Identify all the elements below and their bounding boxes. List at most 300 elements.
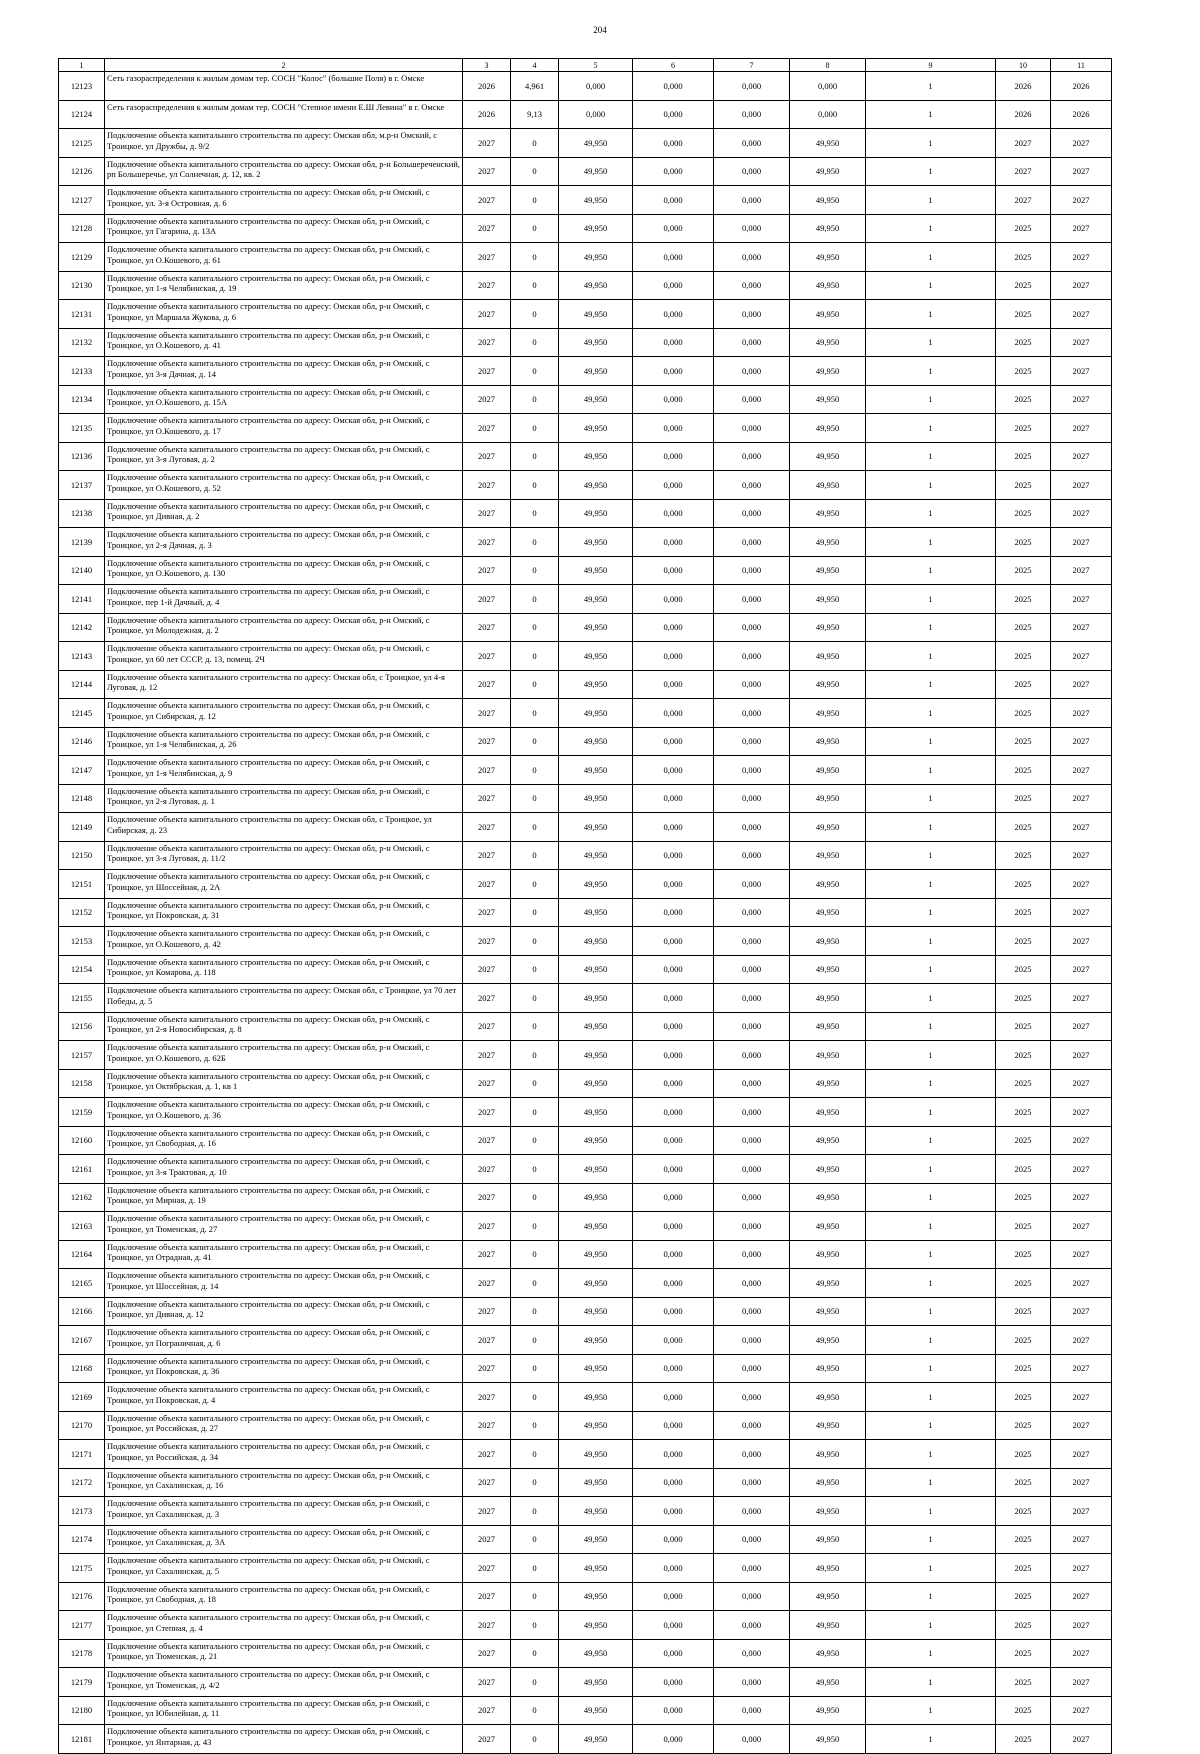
cost-total-cell: 49,950 [559,1383,633,1412]
capacity-cell: 0 [511,813,559,842]
object-description-cell: Подключение объекта капитального строительства по адресу: Омская обл, р-н Омский, с Троицкое, ул 3-я Луговая, д. 2 [105,442,463,471]
count-cell: 1 [866,699,996,728]
start-year-cell: 2025 [996,841,1051,870]
start-year-cell: 2025 [996,1297,1051,1326]
row-number-cell: 12155 [59,984,105,1013]
row-number-cell: 12147 [59,756,105,785]
count-cell: 1 [866,1183,996,1212]
column-header: 1 [59,59,105,72]
object-description-cell: Подключение объекта капитального строительства по адресу: Омская обл, р-н Омский, с Троицкое, ул Молодежная, д. 2 [105,613,463,642]
count-cell: 1 [866,186,996,215]
end-year-cell: 2027 [1051,357,1112,386]
column-header: 3 [463,59,511,72]
row-number-cell: 12138 [59,499,105,528]
cost-col8-cell: 49,950 [790,442,866,471]
year-cell: 2026 [463,100,511,129]
cost-col8-cell: 49,950 [790,1696,866,1725]
start-year-cell: 2025 [996,1098,1051,1127]
count-cell: 1 [866,414,996,443]
year-cell: 2027 [463,727,511,756]
cost-col6-cell: 0,000 [633,1582,714,1611]
end-year-cell: 2027 [1051,727,1112,756]
cost-col6-cell: 0,000 [633,1383,714,1412]
cost-col6-cell: 0,000 [633,1212,714,1241]
investment-program-table [58,58,1112,1754]
table-body [59,72,1112,1754]
start-year-cell: 2027 [996,129,1051,158]
cost-total-cell: 49,950 [559,471,633,500]
cost-col8-cell: 49,950 [790,357,866,386]
start-year-cell: 2025 [996,357,1051,386]
row-number-cell: 12124 [59,100,105,129]
count-cell: 1 [866,328,996,357]
row-number-cell: 12128 [59,214,105,243]
end-year-cell: 2027 [1051,471,1112,500]
count-cell: 1 [866,556,996,585]
cost-col7-cell: 0,000 [714,1012,790,1041]
cost-col6-cell: 0,000 [633,1725,714,1754]
year-cell: 2027 [463,214,511,243]
year-cell: 2027 [463,1269,511,1298]
capacity-cell: 0 [511,186,559,215]
cost-col8-cell: 49,950 [790,1041,866,1070]
year-cell: 2027 [463,1668,511,1697]
cost-col8-cell: 49,950 [790,1326,866,1355]
cost-col6-cell: 0,000 [633,556,714,585]
end-year-cell: 2027 [1051,585,1112,614]
row-number-cell: 12150 [59,841,105,870]
start-year-cell: 2025 [996,1468,1051,1497]
object-description-cell: Подключение объекта капитального строительства по адресу: Омская обл, р-н Омский, с Троицкое, ул Сибирская, д. 12 [105,699,463,728]
capacity-cell: 0 [511,585,559,614]
table-row [59,670,1112,699]
cost-total-cell: 49,950 [559,556,633,585]
count-cell: 1 [866,670,996,699]
year-cell: 2027 [463,556,511,585]
table-row [59,813,1112,842]
count-cell: 1 [866,100,996,129]
cost-col7-cell: 0,000 [714,186,790,215]
cost-col6-cell: 0,000 [633,1041,714,1070]
year-cell: 2027 [463,1212,511,1241]
end-year-cell: 2027 [1051,157,1112,186]
count-cell: 1 [866,1411,996,1440]
row-number-cell: 12151 [59,870,105,899]
end-year-cell: 2027 [1051,328,1112,357]
object-description-cell: Подключение объекта капитального строительства по адресу: Омская обл, р-н Омский, с Троицкое, ул О.Кошевого, д. 52 [105,471,463,500]
cost-col6-cell: 0,000 [633,813,714,842]
start-year-cell: 2025 [996,271,1051,300]
start-year-cell: 2025 [996,1725,1051,1754]
cost-total-cell: 49,950 [559,642,633,671]
year-cell: 2027 [463,898,511,927]
cost-total-cell: 49,950 [559,927,633,956]
object-description-cell: Сеть газораспределения к жилым домам тер. СОСН "Колос" (большие Поля) в г. Омске [105,72,463,101]
capacity-cell: 0 [511,271,559,300]
cost-col8-cell: 49,950 [790,898,866,927]
cost-col7-cell: 0,000 [714,442,790,471]
object-description-cell: Сеть газораспределения к жилым домам тер. СОСН "Степное имени Е.Ш Левина" в г. Омске [105,100,463,129]
table-row [59,927,1112,956]
cost-col7-cell: 0,000 [714,585,790,614]
row-number-cell: 12162 [59,1183,105,1212]
cost-col6-cell: 0,000 [633,1098,714,1127]
cost-col6-cell: 0,000 [633,1525,714,1554]
start-year-cell: 2025 [996,955,1051,984]
table-row [59,1212,1112,1241]
cost-total-cell: 49,950 [559,1012,633,1041]
table-row [59,1297,1112,1326]
table-row [59,784,1112,813]
start-year-cell: 2025 [996,642,1051,671]
start-year-cell: 2025 [996,1069,1051,1098]
end-year-cell: 2027 [1051,927,1112,956]
row-number-cell: 12164 [59,1240,105,1269]
capacity-cell: 0 [511,499,559,528]
start-year-cell: 2025 [996,898,1051,927]
cost-col8-cell: 49,950 [790,556,866,585]
column-header: 9 [866,59,996,72]
count-cell: 1 [866,1639,996,1668]
table-row [59,898,1112,927]
object-description-cell: Подключение объекта капитального строительства по адресу: Омская обл, р-н Омский, с Троицкое, ул Российская, д. 34 [105,1440,463,1469]
cost-col8-cell: 49,950 [790,1212,866,1241]
table-row [59,727,1112,756]
start-year-cell: 2025 [996,556,1051,585]
object-description-cell: Подключение объекта капитального строительства по адресу: Омская обл, р-н Омский, с Троицкое, ул О.Кошевого, д. 36 [105,1098,463,1127]
row-number-cell: 12132 [59,328,105,357]
cost-col8-cell: 49,950 [790,1126,866,1155]
end-year-cell: 2027 [1051,1411,1112,1440]
end-year-cell: 2027 [1051,1525,1112,1554]
row-number-cell: 12178 [59,1639,105,1668]
cost-col8-cell: 49,950 [790,1269,866,1298]
capacity-cell: 0 [511,784,559,813]
cost-col7-cell: 0,000 [714,385,790,414]
start-year-cell: 2025 [996,243,1051,272]
cost-col6-cell: 0,000 [633,442,714,471]
count-cell: 1 [866,1668,996,1697]
row-number-cell: 12174 [59,1525,105,1554]
cost-col7-cell: 0,000 [714,1525,790,1554]
object-description-cell: Подключение объекта капитального строительства по адресу: Омская обл, р-н Омский, с Троицкое, ул Свободная, д. 18 [105,1582,463,1611]
count-cell: 1 [866,756,996,785]
cost-col6-cell: 0,000 [633,328,714,357]
cost-col7-cell: 0,000 [714,1326,790,1355]
count-cell: 1 [866,1383,996,1412]
cost-total-cell: 49,950 [559,214,633,243]
table-row [59,1525,1112,1554]
cost-col6-cell: 0,000 [633,670,714,699]
cost-total-cell: 49,950 [559,756,633,785]
cost-total-cell: 49,950 [559,1468,633,1497]
capacity-cell: 0 [511,670,559,699]
capacity-cell: 0 [511,1411,559,1440]
object-description-cell: Подключение объекта капитального строительства по адресу: Омская обл, р-н Омский, с Троицкое, ул 1-я Челябинская, д. 9 [105,756,463,785]
start-year-cell: 2025 [996,1639,1051,1668]
cost-col8-cell: 49,950 [790,300,866,329]
year-cell: 2027 [463,1098,511,1127]
end-year-cell: 2027 [1051,841,1112,870]
row-number-cell: 12175 [59,1554,105,1583]
cost-col7-cell: 0,000 [714,1354,790,1383]
cost-col7-cell: 0,000 [714,1554,790,1583]
capacity-cell: 0 [511,927,559,956]
year-cell: 2027 [463,1383,511,1412]
cost-col8-cell: 49,950 [790,1497,866,1526]
cost-col6-cell: 0,000 [633,300,714,329]
capacity-cell: 0 [511,1440,559,1469]
object-description-cell: Подключение объекта капитального строительства по адресу: Омская обл, р-н Омский, с Троицкое, ул О.Кошевого, д. 62Б [105,1041,463,1070]
cost-col8-cell: 49,950 [790,727,866,756]
year-cell: 2027 [463,1468,511,1497]
object-description-cell: Подключение объекта капитального строительства по адресу: Омская обл, р-н Омский, с Троицкое, ул О.Кошевого, д. 42 [105,927,463,956]
table-row [59,1383,1112,1412]
cost-total-cell: 49,950 [559,784,633,813]
row-number-cell: 12129 [59,243,105,272]
count-cell: 1 [866,499,996,528]
object-description-cell: Подключение объекта капитального строительства по адресу: Омская обл, р-н Омский, с Троицкое, ул 60 лет СССР, д. 13, помещ. 2Ч [105,642,463,671]
year-cell: 2027 [463,243,511,272]
year-cell: 2027 [463,1354,511,1383]
cost-col6-cell: 0,000 [633,1440,714,1469]
end-year-cell: 2027 [1051,898,1112,927]
table-row [59,984,1112,1013]
start-year-cell: 2025 [996,984,1051,1013]
object-description-cell: Подключение объекта капитального строительства по адресу: Омская обл, р-н Омский, с Троицкое, ул О.Кошевого, д. 41 [105,328,463,357]
cost-col7-cell: 0,000 [714,1269,790,1298]
table-row [59,1269,1112,1298]
cost-col6-cell: 0,000 [633,243,714,272]
cost-col7-cell: 0,000 [714,100,790,129]
count-cell: 1 [866,1155,996,1184]
start-year-cell: 2025 [996,1525,1051,1554]
cost-col6-cell: 0,000 [633,414,714,443]
cost-col8-cell: 49,950 [790,1582,866,1611]
cost-total-cell: 49,950 [559,1126,633,1155]
end-year-cell: 2026 [1051,72,1112,101]
table-row [59,1354,1112,1383]
start-year-cell: 2027 [996,157,1051,186]
end-year-cell: 2027 [1051,1554,1112,1583]
table-row [59,1497,1112,1526]
end-year-cell: 2027 [1051,1611,1112,1640]
row-number-cell: 12168 [59,1354,105,1383]
cost-col8-cell: 49,950 [790,1440,866,1469]
table-row [59,1725,1112,1754]
start-year-cell: 2025 [996,328,1051,357]
cost-col7-cell: 0,000 [714,1098,790,1127]
cost-col7-cell: 0,000 [714,1383,790,1412]
cost-col6-cell: 0,000 [633,1240,714,1269]
cost-total-cell: 49,950 [559,699,633,728]
end-year-cell: 2027 [1051,955,1112,984]
end-year-cell: 2027 [1051,642,1112,671]
end-year-cell: 2027 [1051,1383,1112,1412]
start-year-cell: 2025 [996,670,1051,699]
cost-col8-cell: 49,950 [790,1383,866,1412]
table-row [59,1012,1112,1041]
capacity-cell: 0 [511,214,559,243]
year-cell: 2027 [463,1582,511,1611]
object-description-cell: Подключение объекта капитального строительства по адресу: Омская обл, р-н Омский, с Троицкое, пер 1-й Дачный, д. 4 [105,585,463,614]
start-year-cell: 2025 [996,1497,1051,1526]
year-cell: 2027 [463,1240,511,1269]
cost-col8-cell: 49,950 [790,1155,866,1184]
object-description-cell: Подключение объекта капитального строительства по адресу: Омская обл, р-н Омский, с Троицкое, ул Сахалинская, д. 16 [105,1468,463,1497]
row-number-cell: 12123 [59,72,105,101]
cost-col8-cell: 49,950 [790,756,866,785]
year-cell: 2027 [463,642,511,671]
cost-col6-cell: 0,000 [633,1326,714,1355]
cost-col8-cell: 49,950 [790,1240,866,1269]
cost-col8-cell: 49,950 [790,1069,866,1098]
year-cell: 2027 [463,300,511,329]
capacity-cell: 0 [511,157,559,186]
object-description-cell: Подключение объекта капитального строительства по адресу: Омская обл, с Троицкое, ул Сибирская, д. 23 [105,813,463,842]
cost-total-cell: 49,950 [559,1069,633,1098]
end-year-cell: 2027 [1051,1725,1112,1754]
object-description-cell: Подключение объекта капитального строительства по адресу: Омская обл, р-н Омский, с Троицкое, ул 2-я Луговая, д. 1 [105,784,463,813]
end-year-cell: 2027 [1051,670,1112,699]
year-cell: 2027 [463,1183,511,1212]
cost-col8-cell: 49,950 [790,1611,866,1640]
end-year-cell: 2027 [1051,1696,1112,1725]
capacity-cell: 0 [511,1668,559,1697]
cost-col8-cell: 49,950 [790,328,866,357]
start-year-cell: 2025 [996,1126,1051,1155]
column-header: 2 [105,59,463,72]
table-row [59,1440,1112,1469]
cost-col7-cell: 0,000 [714,328,790,357]
count-cell: 1 [866,1611,996,1640]
cost-col7-cell: 0,000 [714,927,790,956]
cost-total-cell: 0,000 [559,72,633,101]
start-year-cell: 2025 [996,1411,1051,1440]
count-cell: 1 [866,528,996,557]
count-cell: 1 [866,1240,996,1269]
object-description-cell: Подключение объекта капитального строительства по адресу: Омская обл, с Троицкое, ул 4-я Луговая, д. 12 [105,670,463,699]
year-cell: 2027 [463,984,511,1013]
cost-col7-cell: 0,000 [714,1041,790,1070]
table-row [59,1411,1112,1440]
year-cell: 2027 [463,784,511,813]
table-row [59,414,1112,443]
table-row [59,585,1112,614]
year-cell: 2027 [463,328,511,357]
cost-total-cell: 49,950 [559,1525,633,1554]
count-cell: 1 [866,1098,996,1127]
capacity-cell: 0 [511,1269,559,1298]
cost-col7-cell: 0,000 [714,157,790,186]
cost-col7-cell: 0,000 [714,528,790,557]
object-description-cell: Подключение объекта капитального строительства по адресу: Омская обл, р-н Большереченский, рп Большеречье, ул Солнечная, д. 12, кв. 2 [105,157,463,186]
cost-total-cell: 49,950 [559,300,633,329]
cost-col7-cell: 0,000 [714,556,790,585]
cost-col8-cell: 49,950 [790,841,866,870]
capacity-cell: 0 [511,357,559,386]
capacity-cell: 0 [511,1183,559,1212]
object-description-cell: Подключение объекта капитального строительства по адресу: Омская обл, р-н Омский, с Троицкое, ул О.Кошевого, д. 15А [105,385,463,414]
cost-col7-cell: 0,000 [714,72,790,101]
capacity-cell: 0 [511,1297,559,1326]
cost-total-cell: 49,950 [559,1098,633,1127]
capacity-cell: 0 [511,243,559,272]
cost-col7-cell: 0,000 [714,1611,790,1640]
end-year-cell: 2027 [1051,186,1112,215]
cost-total-cell: 49,950 [559,670,633,699]
year-cell: 2027 [463,927,511,956]
capacity-cell: 0 [511,1155,559,1184]
cost-col8-cell: 49,950 [790,1639,866,1668]
object-description-cell: Подключение объекта капитального строительства по адресу: Омская обл, р-н Омский, с Троицкое, ул Покровская, д. 4 [105,1383,463,1412]
end-year-cell: 2027 [1051,1440,1112,1469]
cost-col8-cell: 49,950 [790,186,866,215]
cost-col6-cell: 0,000 [633,1297,714,1326]
cost-col6-cell: 0,000 [633,613,714,642]
year-cell: 2027 [463,357,511,386]
year-cell: 2027 [463,271,511,300]
cost-col7-cell: 0,000 [714,727,790,756]
end-year-cell: 2027 [1051,1468,1112,1497]
table-row [59,1668,1112,1697]
count-cell: 1 [866,1582,996,1611]
object-description-cell: Подключение объекта капитального строительства по адресу: Омская обл, р-н Омский, с Троицкое, ул 2-я Новосибирская, д. 8 [105,1012,463,1041]
row-number-cell: 12146 [59,727,105,756]
cost-col7-cell: 0,000 [714,357,790,386]
cost-col7-cell: 0,000 [714,1696,790,1725]
object-description-cell: Подключение объекта капитального строительства по адресу: Омская обл, р-н Омский, с Троицкое, ул. 3-я Островная, д. 6 [105,186,463,215]
object-description-cell: Подключение объекта капитального строительства по адресу: Омская обл, р-н Омский, с Троицкое, ул Пограничная, д. 6 [105,1326,463,1355]
capacity-cell: 0 [511,1497,559,1526]
count-cell: 1 [866,1069,996,1098]
count-cell: 1 [866,1212,996,1241]
cost-col7-cell: 0,000 [714,414,790,443]
count-cell: 1 [866,613,996,642]
year-cell: 2027 [463,613,511,642]
end-year-cell: 2027 [1051,984,1112,1013]
column-header: 8 [790,59,866,72]
row-number-cell: 12156 [59,1012,105,1041]
column-header: 4 [511,59,559,72]
start-year-cell: 2025 [996,214,1051,243]
year-cell: 2027 [463,1696,511,1725]
end-year-cell: 2027 [1051,1582,1112,1611]
cost-col6-cell: 0,000 [633,1126,714,1155]
table-row [59,841,1112,870]
cost-col8-cell: 49,950 [790,528,866,557]
cost-col8-cell: 0,000 [790,100,866,129]
cost-col7-cell: 0,000 [714,1725,790,1754]
year-cell: 2027 [463,1411,511,1440]
capacity-cell: 0 [511,414,559,443]
count-cell: 1 [866,727,996,756]
cost-col7-cell: 0,000 [714,1183,790,1212]
count-cell: 1 [866,784,996,813]
cost-col6-cell: 0,000 [633,898,714,927]
object-description-cell: Подключение объекта капитального строительства по адресу: Омская обл, р-н Омский, с Троицкое, ул О.Кошевого, д. 61 [105,243,463,272]
cost-col8-cell: 49,950 [790,1098,866,1127]
end-year-cell: 2027 [1051,1041,1112,1070]
cost-col6-cell: 0,000 [633,1012,714,1041]
start-year-cell: 2025 [996,585,1051,614]
cost-col7-cell: 0,000 [714,1240,790,1269]
row-number-cell: 12145 [59,699,105,728]
year-cell: 2027 [463,699,511,728]
cost-col6-cell: 0,000 [633,984,714,1013]
table-row [59,699,1112,728]
table-row [59,471,1112,500]
